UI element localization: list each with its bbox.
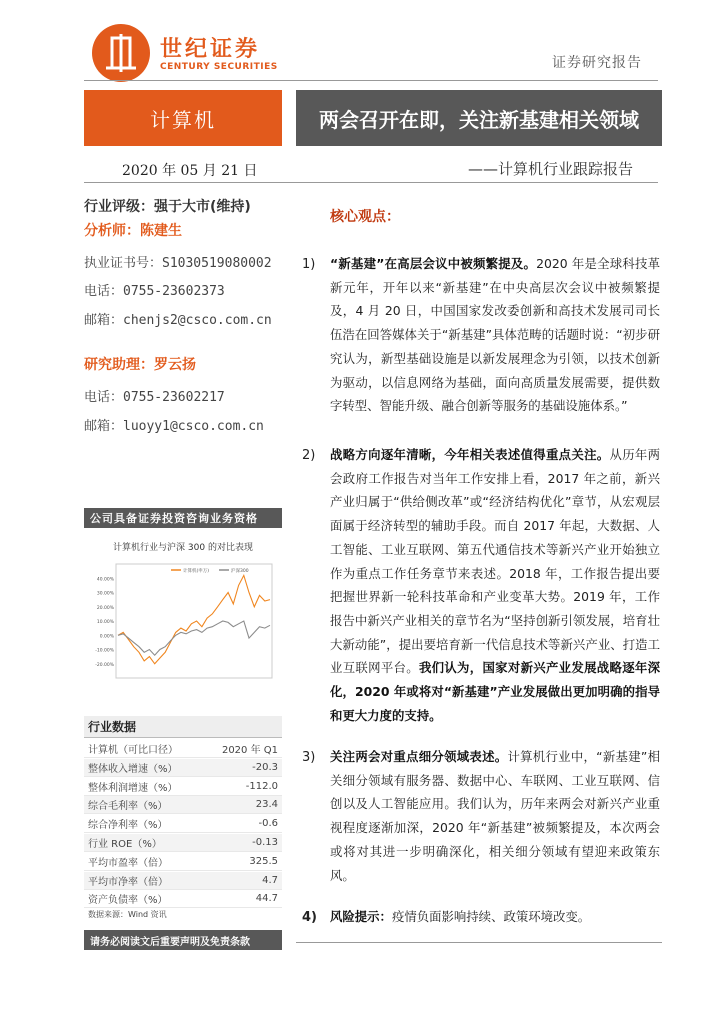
point-text: 计算机行业中，“新基建”相关细分领域有服务器、数据中心、车联网、工业互联网、信创以及人工智能应用。我们认为，历年来两会对新兴产业重视程度逐渐加深，2020 年“新基建”被频繁提及，本次两会或将对其进一步明确深化，相关细分领域有望迎来政策东风。 — [330, 749, 660, 883]
report-type: 证券研究报告 — [552, 55, 642, 71]
logo-text-en: CENTURY SECURITIES — [160, 62, 278, 72]
point-number: 4) — [302, 910, 317, 925]
analyst-cert: 执业证书号：S1030519080002 — [84, 256, 272, 271]
data-source: 数据来源：Wind 资讯 — [88, 910, 167, 919]
stats-value: -0.6 — [258, 818, 278, 830]
point-4 — [330, 905, 660, 929]
point-number: 3) — [302, 750, 316, 765]
analyst-name: 分析师：陈建生 — [84, 223, 182, 239]
stats-value: -20.3 — [252, 761, 278, 773]
point-lead: 关注两会对重点细分领域表述。 — [330, 749, 508, 764]
point-text: 2020 年是全球科技革新元年，开年以来“新基建”在中央高层次会议中被频繁提及，4 月 20 日，中国国家发改委创新和高技术发展司司长伍浩在回答媒体关于“新基建”具体范畴的话题时说：“初步研究认为，新型基础设施是以新发展理念为引领，以技术创新为驱动，以信息网络为基础，面向高质量发展需要，提供数字转型、智能升级、融合创新等服务的基础设施体系。” — [330, 256, 660, 414]
chart-title: 计算机行业与沪深 300 的对比表现 — [113, 543, 253, 553]
subtitle-divider — [84, 182, 658, 183]
stats-value: 325.5 — [249, 855, 278, 867]
stats-row — [84, 872, 282, 890]
point-lead: 战略方向逐年清晰，今年相关表述值得重点关注。 — [330, 447, 610, 462]
series-line-hs300 — [118, 621, 270, 655]
legend-label: 计算机(申万) — [183, 569, 210, 574]
stats-value: -112.0 — [245, 780, 278, 792]
stats-value: 23.4 — [255, 799, 278, 811]
stats-header: 行业数据 — [84, 716, 282, 738]
stats-value: 2020 年 Q1 — [221, 745, 278, 756]
stats-label: 综合净利率（%） — [88, 820, 168, 832]
report-date: 2020 年 05 月 21 日 — [122, 163, 258, 179]
point-3 — [330, 745, 660, 887]
stats-label: 资产负债率（%） — [88, 895, 168, 907]
point-text: 疫情负面影响持续、政策环境改变。 — [391, 909, 591, 924]
industry-rating: 行业评级：强于大市(维持) — [84, 199, 251, 215]
assistant-name: 研究助理：罗云扬 — [84, 357, 196, 373]
footer-divider — [296, 942, 662, 943]
point-text: 从历年两会政府工作报告对当年工作安排上看，2017 年之前，新兴产业归属于“供给侧改革”或“经济结构优化”章节，从宏观层面属于经济转型的辅助手段。而自 2017 年起，大数据、人工智能、工业互联网、第五代通信技术等新兴产业开始独立作为重点工作任务章节来表述。2018 年，工作报告提出要把握世界新一轮科技革命和产业变革大势。2019 年，工作报告中新兴产业相关的章节名为“坚持创新引领发展，培育壮大新动能”，提出要培育新一代信息技术等新兴产业、打造工业互联网平台。 — [330, 447, 661, 676]
stats-label: 整体利润增速（%） — [88, 782, 178, 794]
disclaimer-bar: 请务必阅读文后重要声明及免责条款 — [84, 930, 282, 950]
stats-row — [84, 778, 282, 796]
point-2 — [330, 443, 660, 727]
assistant-email: 邮箱：luoyy1@csco.com.cn — [84, 419, 264, 434]
point-number: 1) — [302, 257, 316, 272]
stats-value: 44.7 — [255, 893, 278, 905]
analyst-email: 邮箱：chenjs2@csco.com.cn — [84, 313, 272, 328]
y-tick-label: 40.00% — [96, 577, 114, 583]
stats-value: -0.13 — [252, 837, 278, 848]
point-lead: “新基建”在高层会议中被频繁提及。 — [330, 256, 537, 271]
stats-row — [84, 740, 282, 758]
stats-label: 计算机（可比口径） — [88, 745, 178, 756]
legend-label: 沪深300 — [231, 569, 249, 574]
point-number: 2) — [302, 448, 316, 463]
chart-frame — [116, 564, 272, 678]
header-divider — [84, 80, 658, 81]
company-logo-icon — [92, 24, 150, 82]
stats-row — [84, 796, 282, 814]
y-tick-label: 0.00% — [99, 634, 114, 640]
performance-chart — [88, 556, 278, 706]
point-1 — [330, 252, 660, 418]
report-subtitle: ——计算机行业跟踪报告 — [468, 160, 634, 178]
stats-row — [84, 853, 282, 871]
point-lead: 风险提示： — [330, 909, 392, 924]
y-tick-label: 10.00% — [96, 620, 114, 625]
stats-row — [84, 890, 282, 908]
stats-row — [84, 759, 282, 777]
assistant-phone: 电话：0755-23602217 — [84, 390, 225, 405]
qualification-bar: 公司具备证券投资咨询业务资格 — [84, 508, 282, 528]
series-line-computer — [118, 575, 270, 663]
stats-row — [84, 834, 282, 852]
point-conclusion: 我们认为，国家对新兴产业发展战略逐年深化，2020 年或将对“新基建”产业发展做出更加明确的指导和更大力度的支持。 — [330, 660, 661, 723]
report-title: 两会召开在即，关注新基建相关领域 — [296, 90, 662, 146]
logo-text-cn: 世纪证券 — [160, 37, 261, 62]
analyst-phone: 电话：0755-23602373 — [84, 284, 225, 299]
stats-value: 4.7 — [262, 874, 278, 886]
stats-label: 整体收入增速（%） — [88, 763, 178, 775]
stats-label: 行业 ROE（%） — [88, 839, 162, 850]
core-view-heading: 核心观点： — [330, 209, 400, 225]
stats-label: 综合毛利率（%） — [88, 801, 168, 813]
sector-label: 计算机 — [84, 90, 282, 146]
y-tick-label: 30.00% — [96, 591, 114, 597]
stats-row — [84, 815, 282, 833]
stats-label: 平均市盈率（倍） — [88, 857, 168, 869]
y-tick-label: -20.00% — [95, 662, 114, 668]
stats-label: 平均市净率（倍） — [88, 876, 168, 888]
y-tick-label: -10.00% — [95, 648, 114, 654]
y-tick-label: 20.00% — [96, 605, 114, 611]
